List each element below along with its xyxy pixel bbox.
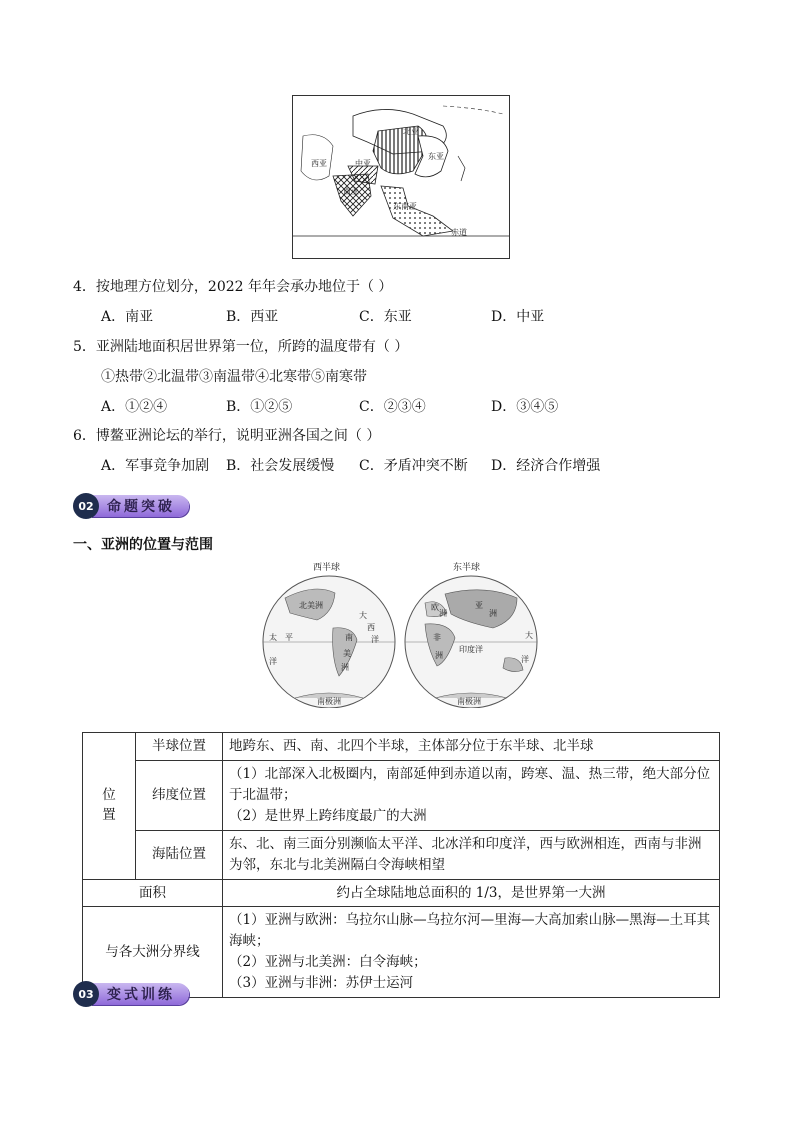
table-row [83, 830, 720, 879]
label-atlantic-2: 西 [367, 623, 375, 632]
map-label-equator: 赤道 [451, 228, 467, 237]
boundary-label: 与各大洲分界线 [83, 907, 223, 998]
latitude-text-1: （1）北部深入北极圈内，南部延伸到赤道以南，跨寒、温、热三带，绝大部分位于北温带； [229, 765, 711, 803]
question-5-stem: 5．亚洲陆地面积居世界第一位，所跨的温度带有（ ） [73, 339, 409, 355]
table-row [83, 733, 720, 761]
section-03-banner [73, 981, 189, 1007]
section-02-title: 命题突破 [91, 495, 189, 517]
sea-land-label: 海陆位置 [136, 830, 223, 879]
boundary-text-3: （3）亚洲与非洲：苏伊士运河 [229, 975, 414, 992]
question-6-option-a[interactable]: A．军事竞争加剧 [101, 458, 210, 474]
area-text: 约占全球陆地总面积的 1/3，是世界第一大洲 [223, 879, 720, 907]
asia-map-graphic [293, 96, 509, 258]
question-6-option-d[interactable]: D．经济合作增强 [491, 458, 601, 474]
label-pacific-3: 洋 [269, 657, 277, 666]
map-label-central-asia: 中亚 [355, 159, 371, 168]
question-5-option-b[interactable]: B．①②⑤ [226, 399, 293, 415]
map-label-north-asia: 北亚 [403, 127, 419, 136]
label-atlantic-1: 大 [359, 611, 367, 620]
label-pacific-1: 太 [269, 633, 277, 642]
map-label-south-asia: 南亚 [343, 187, 359, 196]
hemisphere-text: 地跨东、西、南、北四个半球，主体部分位于东半球、北半球 [223, 733, 720, 761]
latitude-label: 纬度位置 [136, 760, 223, 830]
boundary-cell [223, 907, 720, 998]
table-row [83, 879, 720, 907]
position-label: 位置 [102, 787, 116, 824]
question-6-option-c[interactable]: C．矛盾冲突不断 [359, 458, 468, 474]
question-6-stem: 6．博鳌亚洲论坛的举行，说明亚洲各国之间（ ） [73, 428, 381, 444]
question-4-option-a[interactable]: A．南亚 [101, 309, 154, 325]
latitude-cell [223, 760, 720, 830]
label-africa-1: 非 [433, 633, 441, 642]
label-oceania-2: 洋 [521, 655, 529, 664]
map-label-southeast-asia: 东南亚 [393, 202, 417, 211]
label-antarctica-west: 南极洲 [317, 697, 341, 706]
label-indian-ocean: 印度洋 [459, 645, 483, 654]
question-4-option-c[interactable]: C．东亚 [359, 309, 412, 325]
section-03-title: 变式训练 [91, 983, 189, 1005]
label-south-america-2: 美 [343, 649, 351, 658]
question-4-option-b[interactable]: B．西亚 [226, 309, 279, 325]
section-02-badge: 02 [73, 493, 99, 519]
question-5-option-d[interactable]: D．③④⑤ [491, 399, 559, 415]
hemispheres-map [255, 558, 545, 708]
label-asia-2: 洲 [489, 609, 497, 618]
question-4-stem: 4．按地理方位划分，2022 年年会承办地位于（ ） [73, 279, 393, 295]
label-asia-1: 亚 [475, 601, 483, 610]
question-5-subline: ①热带②北温带③南温带④北寒带⑤南寒带 [101, 369, 367, 385]
position-cell [83, 733, 136, 880]
label-africa-2: 洲 [435, 651, 443, 660]
sea-land-text: 东、北、南三面分别濒临太平洋、北冰洋和印度洋，西与欧洲相连，西南与非洲为邻，东北与北美洲隔白令海峡相望 [223, 830, 720, 879]
question-4-option-d[interactable]: D．中亚 [491, 309, 545, 325]
label-south-america-1: 南 [345, 633, 353, 642]
section-02-banner [73, 493, 189, 519]
label-pacific-2: 平 [285, 633, 293, 642]
map-label-west-asia: 西亚 [311, 159, 327, 168]
label-europe-1: 欧 [431, 603, 439, 612]
label-south-america-3: 洲 [341, 663, 349, 672]
west-hemisphere-title: 西半球 [313, 563, 341, 573]
hemispheres-graphic [255, 558, 545, 708]
section-03-badge: 03 [73, 981, 99, 1007]
map-label-east-asia: 东亚 [428, 152, 444, 161]
latitude-text-2: （2）是世界上跨纬度最广的大洲 [229, 807, 427, 824]
boundary-text-1: （1）亚洲与欧洲：乌拉尔山脉—乌拉尔河—里海—大高加索山脉—黑海—土耳其海峡； [229, 912, 711, 950]
question-6-option-b[interactable]: B．社会发展缓慢 [226, 458, 335, 474]
asia-position-table [82, 732, 720, 998]
boundary-text-2: （2）亚洲与北美洲：白令海峡； [229, 954, 427, 971]
table-row [83, 760, 720, 830]
label-north-america: 北美洲 [299, 601, 323, 610]
east-hemisphere-title: 东半球 [453, 563, 481, 573]
question-5-option-c[interactable]: C．②③④ [359, 399, 426, 415]
label-antarctica-east: 南极洲 [457, 697, 481, 706]
label-oceania-1: 大 [525, 631, 533, 640]
asia-regions-map [292, 95, 510, 259]
area-label: 面积 [83, 879, 223, 907]
heading-asia-position: 一、亚洲的位置与范围 [73, 537, 213, 553]
question-5-option-a[interactable]: A．①②④ [101, 399, 168, 415]
hemisphere-label: 半球位置 [136, 733, 223, 761]
label-atlantic-3: 洋 [371, 635, 379, 644]
label-europe-2: 洲 [439, 609, 447, 618]
